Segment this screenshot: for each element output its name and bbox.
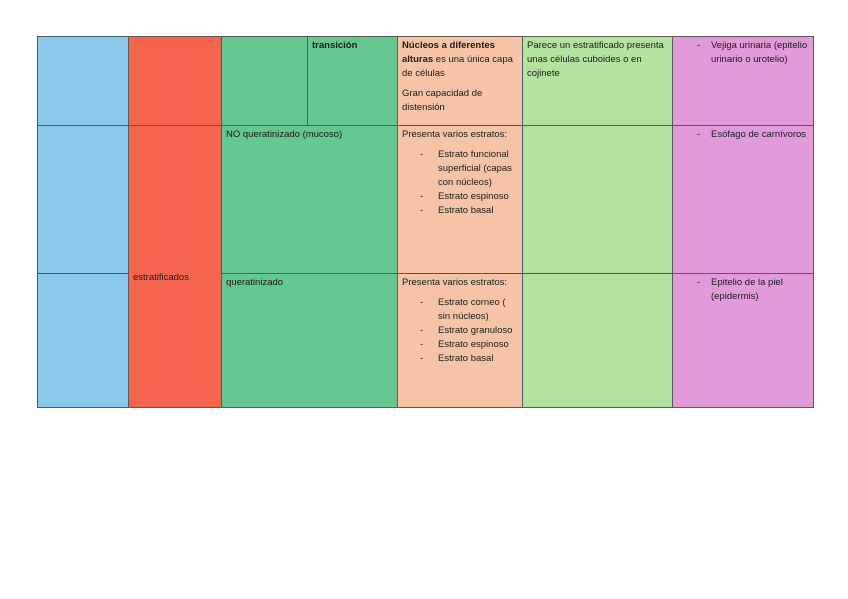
list-item: - Estrato funcional superficial (capas con núcleos) [402, 148, 518, 190]
features-cell-queratinizado [398, 274, 523, 408]
features-intro-text: Presenta varios estratos: [402, 129, 508, 140]
subtype-cell-transicion: transición [308, 37, 398, 126]
list-item: - Estrato espinoso [402, 338, 518, 352]
layer-list [402, 296, 518, 366]
blue-column-cell [38, 274, 129, 408]
example-cell-queratinizado [673, 274, 814, 408]
dash-marker: - [697, 277, 701, 288]
category-cell-empty [129, 37, 222, 126]
list-item: - Estrato granuloso [402, 324, 518, 338]
list-item: - Estrato basal [402, 352, 518, 366]
subtype-empty-cell [222, 37, 308, 126]
features-cell-transicion [398, 37, 523, 126]
table-row-transicion [38, 37, 814, 126]
list-item: - Estrato corneo ( sin núcleos) [402, 296, 518, 324]
example-cell-no-queratinizado [673, 126, 814, 274]
list-item: - Estrato espinoso [402, 190, 518, 204]
example-text: Esófago de carnívoros [711, 129, 807, 140]
epithelium-table [37, 36, 814, 408]
appearance-cell-no-queratinizado [523, 126, 673, 274]
blue-column-cell [38, 37, 129, 126]
dash-marker: - [697, 129, 701, 140]
table-row-no-queratinizado [38, 126, 814, 274]
example-text: Epitelio de la piel (epidermis) [711, 277, 783, 302]
subtype-cell-queratinizado: queratinizado [222, 274, 398, 408]
appearance-cell-transicion: Parece un estratificado presenta unas células cuboides o en cojinete [523, 37, 673, 126]
dash-marker: - [697, 40, 701, 51]
category-cell-estratificados: estratificados [129, 126, 222, 408]
features-bold-text: Núcleos a diferentes alturas [402, 40, 495, 65]
appearance-cell-queratinizado [523, 274, 673, 408]
features-cell-no-queratinizado [398, 126, 523, 274]
list-item: - Estrato basal [402, 204, 518, 218]
features-intro-text: Presenta varios estratos: [402, 277, 508, 288]
subtype-cell-no-queratinizado: NO queratinizado (mucoso) [222, 126, 398, 274]
example-text: Vejiga urinaria (epitelio urinario o urotelio) [711, 40, 808, 65]
features-text: es una única capa de células [402, 54, 513, 79]
features-extra-text: Gran capacidad de distensión [402, 88, 483, 113]
example-cell-transicion [673, 37, 814, 126]
blue-column-cell [38, 126, 129, 274]
layer-list [402, 148, 518, 218]
